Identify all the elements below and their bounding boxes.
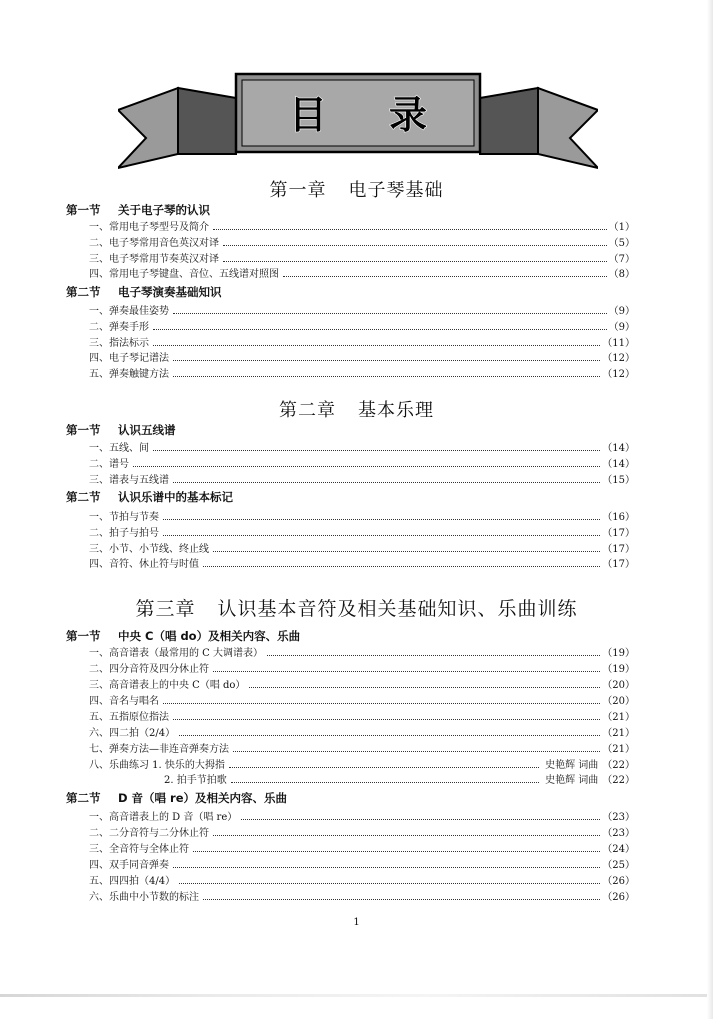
dot-leader [173,360,600,361]
toc-entry[interactable] [89,824,635,838]
entry-page: （22） [602,774,635,786]
entry-page: （21） [602,743,635,755]
entry-title: 三、小节、小节线、终止线 [89,543,209,555]
entry-page: （5） [608,237,635,249]
section-heading [66,422,176,438]
entry-page: （15） [602,474,635,486]
dot-leader [153,329,607,330]
entry-title: 一、常用电子琴型号及简介 [89,221,209,233]
chapter-number: 第三章 [135,598,196,620]
entry-title: 二、拍子与拍号 [89,527,159,539]
dot-leader [223,245,607,246]
section-heading [66,202,210,218]
dot-leader [213,671,600,672]
toc-entry[interactable] [89,349,635,363]
entry-page: （1） [608,221,635,233]
section-number: 第一节 [66,423,101,437]
section-title: 电子琴演奏基础知识 [118,285,222,299]
title-banner [118,68,598,172]
chapter-heading [0,594,713,621]
entry-title: 二、二分音符与二分休止符 [89,827,209,839]
entry-page: （11） [602,337,635,349]
entry-credit: 史艳辉 词曲 [545,759,599,771]
toc-entry[interactable] [89,302,635,316]
entry-title: 一、高音谱表（最常用的 C 大调谱表） [89,647,264,659]
entry-title: 一、节拍与节奏 [89,511,159,523]
entry-page: （19） [602,663,635,675]
section-heading [66,284,222,300]
toc-entry[interactable] [89,676,635,690]
chapter-number: 第一章 [269,180,327,201]
toc-entry[interactable] [89,644,635,658]
entry-page: （16） [602,511,635,523]
dot-leader [173,313,607,314]
entry-page: （20） [602,695,635,707]
entry-page: （22） [602,759,635,771]
toc-entry[interactable] [89,524,635,538]
entry-page: （12） [602,368,635,380]
entry-page: （24） [602,843,635,855]
scan-edge-shadow [707,0,713,1019]
dot-leader [213,551,600,552]
section-heading [66,628,300,644]
entry-page: （14） [602,442,635,454]
dot-leader [213,229,607,230]
section-number: 第一节 [66,203,101,217]
entry-title: 三、全音符与全体止符 [89,843,189,855]
dot-leader [283,276,607,277]
toc-entry[interactable] [89,540,635,554]
entry-page: （7） [608,253,635,265]
dot-leader [267,655,600,656]
toc-entry[interactable] [89,265,635,279]
toc-entry[interactable] [89,334,635,348]
entry-title: 一、高音谱表上的 D 音（唱 re） [89,811,238,823]
dot-leader [223,261,607,262]
toc-entry[interactable] [89,660,635,674]
entry-page: （23） [602,827,635,839]
entry-page: （26） [602,875,635,887]
dot-leader [173,482,600,483]
dot-leader [163,519,600,520]
page-number: 1 [353,917,360,928]
dot-leader [173,719,600,720]
chapter-title: 认识基本音符及相关基础知识、乐曲训练 [217,598,578,620]
entry-title: 五、四四拍（4/4） [89,875,176,887]
dot-leader [241,819,600,820]
section-number: 第二节 [66,791,101,805]
dot-leader [203,566,600,567]
section-title: 认识五线谱 [118,423,176,437]
entry-page: （17） [602,527,635,539]
entry-page: （9） [608,305,635,317]
toc-entry[interactable] [89,856,635,870]
dot-leader [231,782,539,783]
toc-entry[interactable] [89,508,635,522]
toc-entry[interactable] [89,555,635,569]
dot-leader [179,735,600,736]
dot-leader [229,767,539,768]
dot-leader [173,867,600,868]
toc-entry[interactable] [89,808,635,822]
entry-page: （8） [608,268,635,280]
entry-title: 二、电子琴常用音色英汉对译 [89,237,219,249]
entry-title: 五、弹奏触键方法 [89,368,169,380]
toc-entry[interactable] [89,756,635,770]
toc-entry[interactable] [164,771,635,785]
entry-title: 六、四二拍（2/4） [89,727,176,739]
entry-page: （14） [602,458,635,470]
dot-leader [213,835,600,836]
toc-entry[interactable] [89,365,635,379]
entry-title: 三、谱表与五线谱 [89,474,169,486]
entry-page: （12） [602,352,635,364]
entry-title: 2. 拍手节拍歌 [164,774,227,786]
dot-leader [153,450,600,451]
chapter-heading [0,176,713,202]
dot-leader [179,883,600,884]
entry-page: （21） [602,727,635,739]
title-char-1: 目 [288,93,328,137]
entry-title: 二、弹奏手形 [89,321,149,333]
dot-leader [233,751,600,752]
section-number: 第二节 [66,490,101,504]
entry-title: 六、乐曲中小节数的标注 [89,891,199,903]
toc-entry[interactable] [89,708,635,722]
section-title: D 音（唱 re）及相关内容、乐曲 [118,791,288,805]
toc-entry[interactable] [89,692,635,706]
entry-title: 四、电子琴记谱法 [89,352,169,364]
entry-page: （17） [602,558,635,570]
toc-entry[interactable] [89,724,635,738]
section-title: 关于电子琴的认识 [118,203,210,217]
ribbon-banner-graphic [118,68,598,172]
dot-leader [203,899,600,900]
title-char-2: 录 [388,93,428,137]
toc-entry[interactable] [89,872,635,886]
toc-entry[interactable] [89,318,635,332]
dot-leader [249,687,600,688]
entry-title: 三、指法标示 [89,337,149,349]
dot-leader [163,535,600,536]
entry-page: （19） [602,647,635,659]
entry-credit: 史艳辉 词曲 [545,774,599,786]
entry-title: 七、弹奏方法—非连音弹奏方法 [89,743,229,755]
toc-entry[interactable] [89,455,635,469]
entry-page: （25） [602,859,635,871]
entry-page: （26） [602,891,635,903]
entry-title: 四、音符、休止符与时值 [89,558,199,570]
toc-entry[interactable] [89,250,635,264]
entry-page: （21） [602,711,635,723]
entry-title: 三、电子琴常用节奏英汉对译 [89,253,219,265]
entry-title: 二、四分音符及四分休止符 [89,663,209,675]
toc-entry[interactable] [89,218,635,232]
dot-leader [153,345,600,346]
entry-title: 四、常用电子琴键盘、音位、五线谱对照图 [89,268,279,280]
toc-entry[interactable] [89,439,635,453]
toc-entry[interactable] [89,740,635,754]
scan-artifact-line [0,994,713,997]
section-number: 第一节 [66,629,101,643]
entry-page: （20） [602,679,635,691]
entry-title: 一、弹奏最佳姿势 [89,305,169,317]
chapter-heading [0,396,713,422]
toc-entry[interactable] [89,840,635,854]
dot-leader [133,466,600,467]
chapter-title: 电子琴基础 [348,180,444,201]
entry-title: 八、乐曲练习 1. 快乐的大拇指 [89,759,225,771]
chapter-title: 基本乐理 [358,400,434,421]
section-number: 第二节 [66,285,101,299]
section-heading [66,489,233,505]
entry-title: 五、五指原位指法 [89,711,169,723]
entry-page: （9） [608,321,635,333]
section-title: 认识乐谱中的基本标记 [118,490,233,504]
entry-page: （17） [602,543,635,555]
entry-title: 四、双手同音弹奏 [89,859,169,871]
toc-entry[interactable] [89,234,635,248]
toc-entry[interactable] [89,888,635,902]
toc-entry[interactable] [89,471,635,485]
entry-title: 二、谱号 [89,458,129,470]
dot-leader [163,703,600,704]
section-title: 中央 C（唱 do）及相关内容、乐曲 [118,629,301,643]
chapter-number: 第二章 [279,400,336,421]
dot-leader [193,851,600,852]
dot-leader [173,376,600,377]
entry-title: 一、五线、间 [89,442,149,454]
section-heading [66,790,287,806]
entry-title: 四、音名与唱名 [89,695,159,707]
entry-title: 三、高音谱表上的中央 C（唱 do） [89,679,246,691]
entry-page: （23） [602,811,635,823]
